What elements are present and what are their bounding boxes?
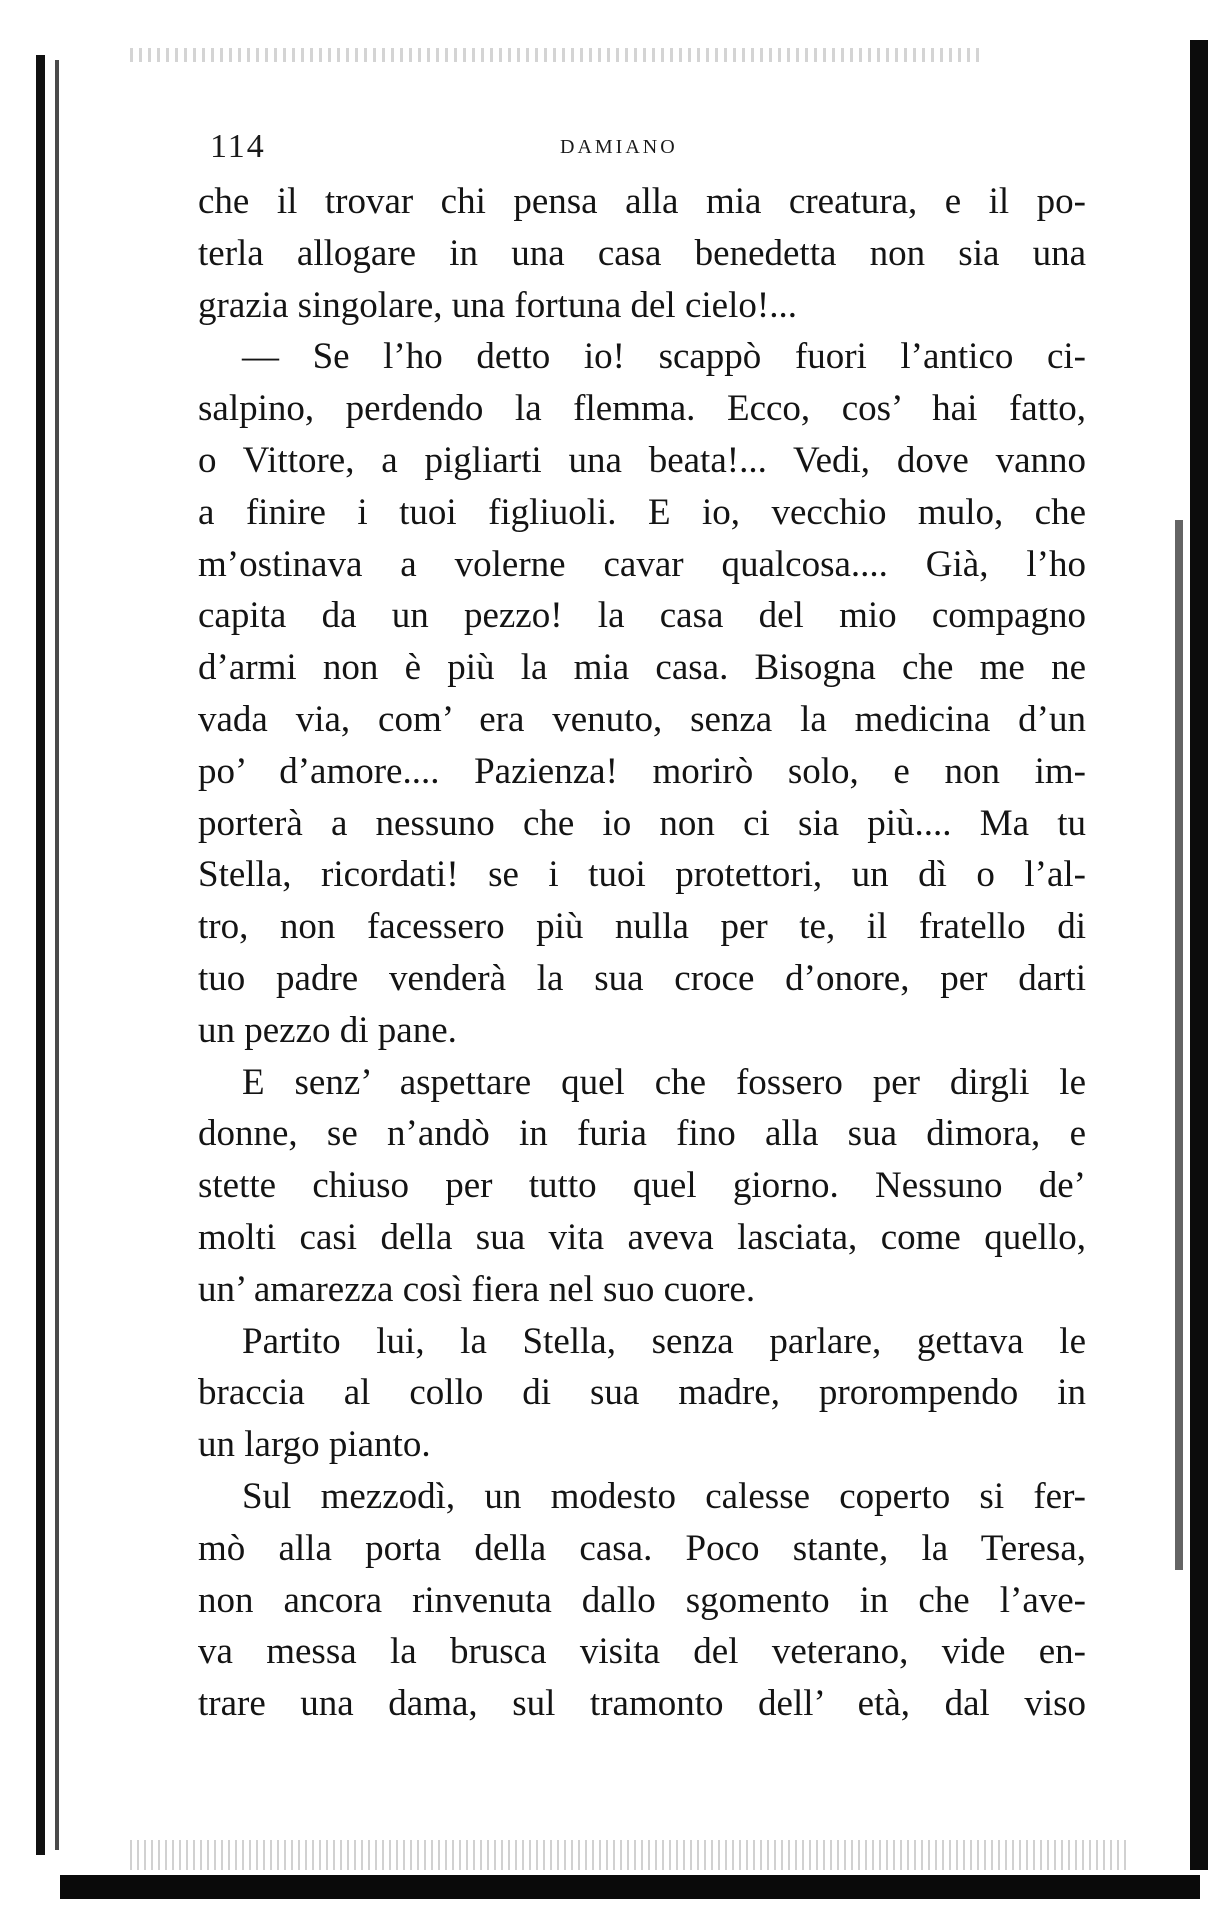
left-binding-shadow-inner bbox=[55, 60, 59, 1850]
running-title: DAMIANO bbox=[560, 136, 678, 158]
text-line: un largo pianto. bbox=[198, 1424, 431, 1466]
text-line: braccia al collo di sua madre, prorompendo in bbox=[198, 1372, 1086, 1414]
page-number: 114 bbox=[210, 128, 266, 165]
text-line: Sul mezzodì, un modesto calesse coperto si fer- bbox=[242, 1475, 1086, 1517]
text-line: o Vittore, a pigliarti una beata!... Vedi, dove vanno bbox=[198, 439, 1086, 481]
text-line: un pezzo di pane. bbox=[198, 1009, 457, 1051]
right-page-edge-inner bbox=[1175, 520, 1183, 1570]
text-line: capita da un pezzo! la casa del mio compagno bbox=[198, 595, 1086, 637]
text-line: grazia singolare, una fortuna del cielo!... bbox=[198, 284, 797, 326]
right-page-edge bbox=[1190, 40, 1208, 1870]
bottom-page-edge bbox=[60, 1875, 1200, 1899]
text-line: va messa la brusca visita del veterano, vide en- bbox=[198, 1631, 1086, 1673]
text-line: terla allogare in una casa benedetta non sia una bbox=[198, 232, 1086, 274]
text-line: salpino, perdendo la flemma. Ecco, cos’ hai fatto, bbox=[198, 388, 1086, 430]
bottom-scan-noise bbox=[130, 1840, 1130, 1870]
text-line: vada via, com’ era venuto, senza la medicina d’un bbox=[198, 698, 1086, 740]
text-line: mò alla porta della casa. Poco stante, la Teresa, bbox=[198, 1527, 1086, 1569]
text-line: po’ d’amore.... Pazienza! morirò solo, e non im- bbox=[198, 750, 1086, 792]
top-scan-noise bbox=[130, 48, 980, 62]
text-line: trare una dama, sul tramonto dell’ età, dal viso bbox=[198, 1683, 1086, 1725]
body-text bbox=[198, 176, 1086, 1730]
text-line: m’ostinava a volerne cavar qualcosa.... Già, l’ho bbox=[198, 543, 1086, 585]
text-line: non ancora rinvenuta dallo sgomento in che l’ave- bbox=[198, 1579, 1086, 1621]
text-line: un’ amarezza così fiera nel suo cuore. bbox=[198, 1268, 756, 1310]
text-line: che il trovar chi pensa alla mia creatura, e il po- bbox=[198, 181, 1086, 222]
text-line: d’armi non è più la mia casa. Bisogna che me ne bbox=[198, 647, 1086, 689]
text-line: stette chiuso per tutto quel giorno. Nessuno de’ bbox=[198, 1165, 1086, 1207]
text-line: porterà a nessuno che io non ci sia più.... Ma tu bbox=[198, 802, 1086, 844]
text-line: — Se l’ho detto io! scappò fuori l’antico ci- bbox=[242, 336, 1086, 378]
text-line: Stella, ricordati! se i tuoi protettori, un dì o l’al- bbox=[198, 854, 1086, 896]
page-header bbox=[200, 128, 1080, 172]
left-binding-shadow bbox=[36, 55, 45, 1855]
text-line: tro, non facessero più nulla per te, il fratello di bbox=[198, 906, 1086, 948]
text-line: Partito lui, la Stella, senza parlare, gettava le bbox=[242, 1320, 1086, 1362]
text-line: a finire i tuoi figliuoli. E io, vecchio mulo, che bbox=[198, 491, 1086, 533]
text-line: donne, se n’andò in furia fino alla sua dimora, e bbox=[198, 1113, 1086, 1155]
text-line: E senz’ aspettare quel che fossero per dirgli le bbox=[242, 1061, 1086, 1103]
text-line: molti casi della sua vita aveva lasciata, come quello, bbox=[198, 1216, 1086, 1258]
text-line: tuo padre venderà la sua croce d’onore, per darti bbox=[198, 957, 1086, 999]
